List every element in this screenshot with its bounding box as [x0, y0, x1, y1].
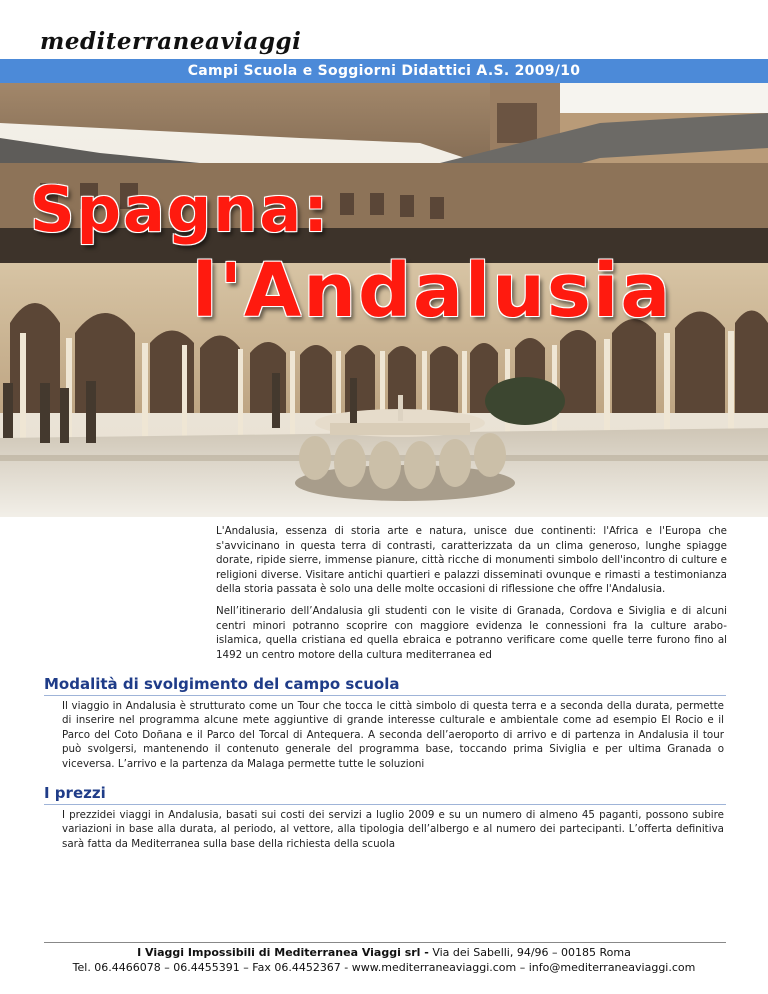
footer-company: I Viaggi Impossibili di Mediterranea Viaggi srl -	[137, 946, 429, 959]
footer-address-line	[0, 946, 768, 959]
section-divider	[44, 695, 726, 696]
section-body-prezzi: I prezzidei viaggi in Andalusia, basati sui costi dei servizi a luglio 2009 e su un numero di almeno 45 paganti, possono subire variazioni in base alla durata, al periodo, al vettore, alla tipologia dell’albergo e al numero dei partecipanti. L’offerta definitiva sarà fatta da Mediterranea sulla base della richiesta della scuola	[62, 809, 724, 850]
intro-paragraph-1: L'Andalusia, essenza di storia arte e natura, unisce due continenti: l'Africa e l'Europa che s'avvicinano in questa terra di contrasti, caratterizzata da un clima generoso, lunghe spiagge dorate, ripide sierre, immense pianure, città ricche di monumenti simbolo dell'incontro di culture e religioni diverse. Visitare antichi quartieri e palazzi disseminati ovunque e rimasti a testimonianza della storia passata è solo una delle molte occasioni di riflessione che offre l'Andalusia.	[216, 525, 727, 596]
footer-address: Via dei Sabelli, 94/96 – 00185 Roma	[428, 946, 631, 959]
hero-photo	[0, 83, 768, 517]
title-line-2: l'Andalusia	[192, 248, 673, 334]
section-divider	[44, 804, 726, 805]
footer-divider	[44, 942, 726, 943]
intro-text	[216, 524, 727, 669]
intro-paragraph-2: Nell’itinerario dell’Andalusia gli studenti con le visite di Granada, Cordova e Siviglia e di alcuni centri minori potranno scoprire con maggiore evidenza le connessioni fra la culture arabo-islamica, quella cristiana ed quella ebraica e potranno verificare come quelle terre furono fino al 1492 un centro motore della cultura mediterranea ed	[216, 604, 727, 661]
header-banner: Campi Scuola e Soggiorni Didattici A.S. 2009/10	[0, 59, 768, 83]
title-line-1: Spagna:	[30, 173, 331, 246]
section-heading-modalita: Modalità di svolgimento del campo scuola	[44, 675, 400, 693]
brand-logo: mediterraneaviaggi	[40, 28, 302, 55]
section-heading-prezzi: I prezzi	[44, 784, 106, 802]
footer-contacts: Tel. 06.4466078 – 06.4455391 – Fax 06.4452367 - www.mediterraneaviaggi.com – info@mediterraneaviaggi.com	[72, 961, 696, 974]
section-body-modalita: Il viaggio in Andalusia è strutturato come un Tour che tocca le città simbolo di questa terra e a seconda della durata, permette di inserire nel programma alcune mete aggiuntive di grande interesse culturale e ambientale come ad esempio El Rocio e il Parco del Coto Doñana e il Parco del Torcal di Antequera. A seconda dell’aeroporto di arrivo e di partenza in Andalusia il tour può svolgersi, mantenendo il contenuto generale del programma base, toccando prima Siviglia e per ultima Granada o viceversa. L’arrivo e la partenza da Malaga permette tutte le soluzioni	[62, 700, 724, 770]
